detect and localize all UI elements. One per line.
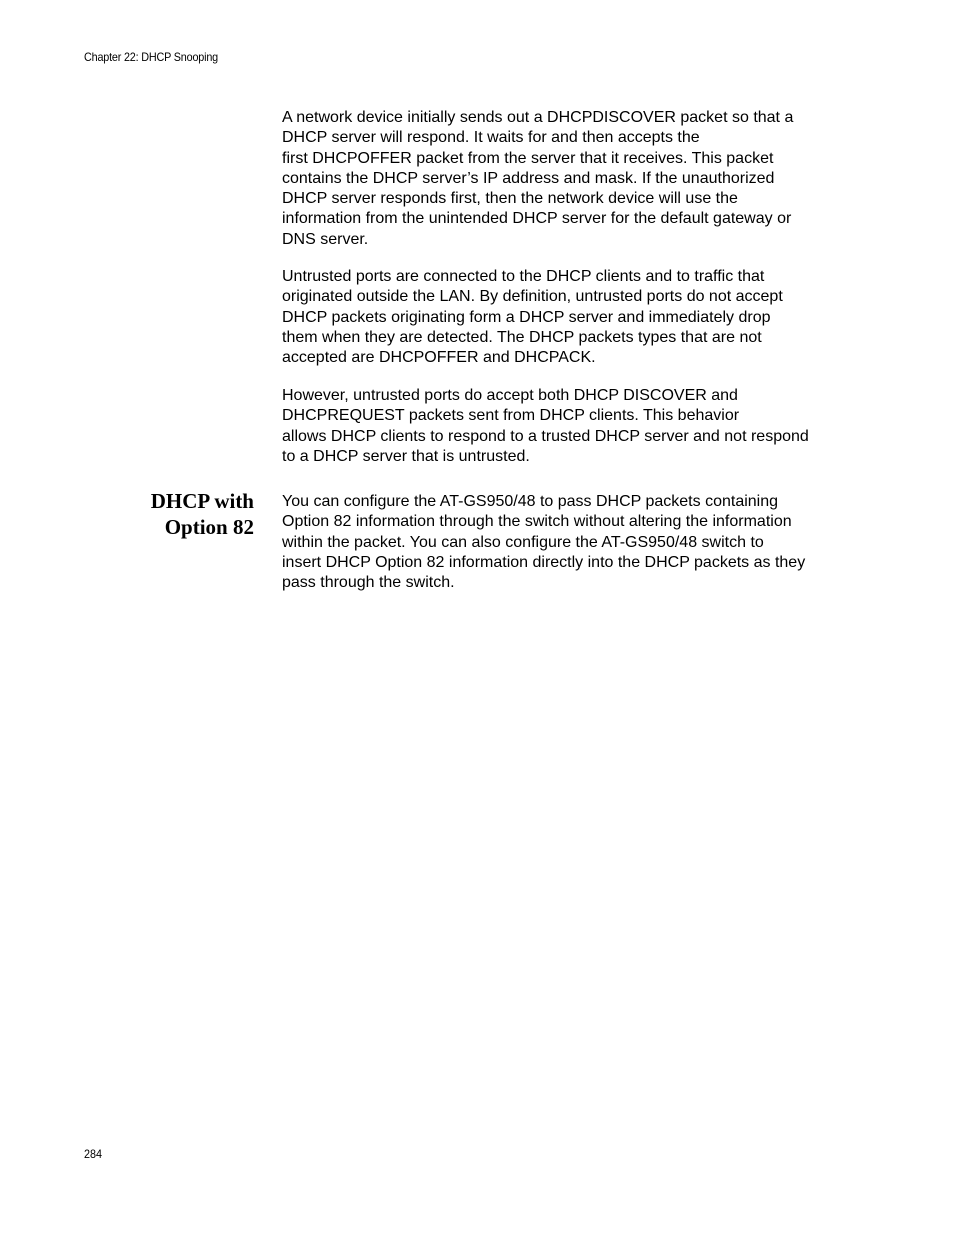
section-heading-line: Option 82 [164,515,254,539]
paragraph-line: DHCP packets originating form a DHCP server and immediately drop [282,308,771,326]
paragraph-line: DHCP server will respond. It waits for and then accepts the [282,129,700,147]
paragraph-line: You can configure the AT-GS950/48 to pass DHCP packets containing [282,493,779,510]
paragraph-line: insert DHCP Option 82 information directly into the DHCP packets as they [282,553,806,571]
paragraph-line: DHCP server responds first, then the network device will use the [282,190,738,208]
page-number: 284 [84,1147,103,1161]
section-heading-option-82 [151,488,254,540]
body-paragraph-3 [282,386,852,467]
paragraph-line: allows DHCP clients to respond to a trusted DHCP server and not respond [282,427,809,445]
paragraph-line: accepted are DHCPOFFER and DHCPACK. [282,349,596,367]
paragraph-line: within the packet. You can also configure the AT-GS950/48 switch to [282,533,764,551]
paragraph-line: first DHCPOFFER packet from the server that it receives. This packet [282,149,774,167]
paragraph-line: contains the DHCP server’s IP address and mask. If the unauthorized [282,169,775,187]
paragraph-line: A network device initially sends out a DHCPDISCOVER packet so that a [282,109,794,126]
paragraph-line: them when they are detected. The DHCP packets types that are not [282,328,762,346]
paragraph-line: However, untrusted ports do accept both DHCP DISCOVER and [282,387,738,404]
body-paragraph-2 [282,267,852,368]
paragraph-line: pass through the switch. [282,574,455,592]
paragraph-line: DNS server. [282,230,369,248]
section-heading-line: DHCP with [150,489,254,513]
body-paragraph-1 [282,108,852,250]
paragraph-line: DHCPREQUEST packets sent from DHCP clients. This behavior [282,407,740,425]
section-paragraph [282,492,852,593]
paragraph-line: Untrusted ports are connected to the DHCP clients and to traffic that [282,268,765,285]
paragraph-line: to a DHCP server that is untrusted. [282,447,530,465]
paragraph-line: originated outside the LAN. By definition, untrusted ports do not accept [282,288,783,306]
paragraph-line: information from the unintended DHCP server for the default gateway or [282,210,792,228]
paragraph-line: Option 82 information through the switch without altering the information [282,513,792,531]
running-header: Chapter 22: DHCP Snooping [84,50,218,64]
